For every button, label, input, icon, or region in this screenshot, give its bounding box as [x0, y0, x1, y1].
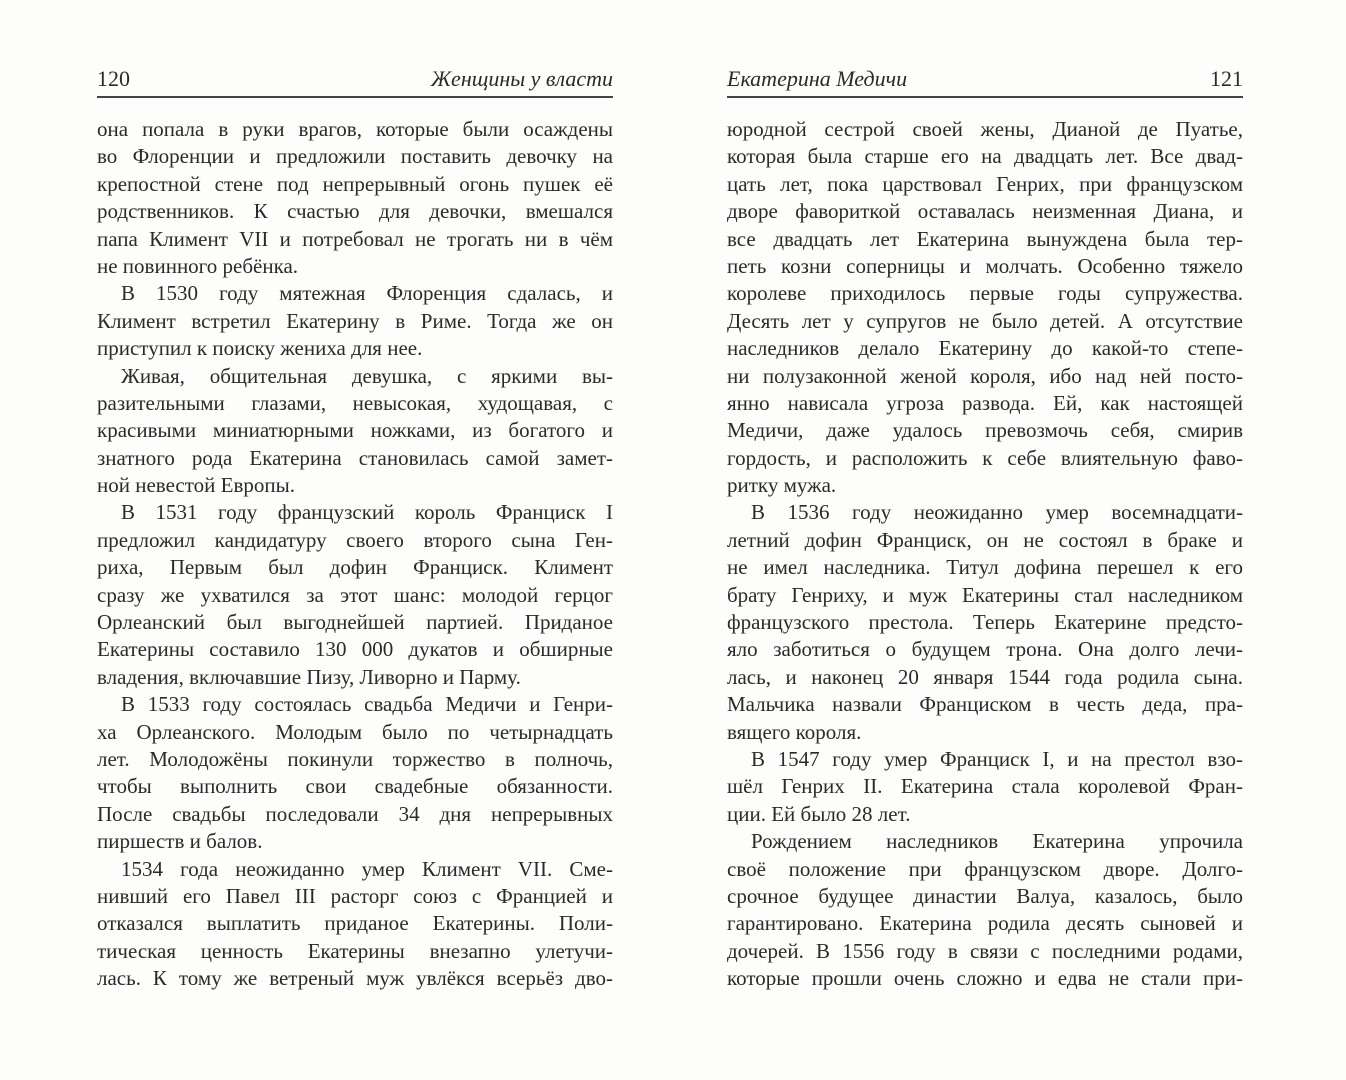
text-line: Десять лет у супругов не было детей. А отсутствие	[727, 308, 1243, 333]
text-line: 1534 года неожиданно умер Климент VII. Сме-	[121, 856, 613, 881]
text-line: дочерей. В 1556 году в связи с последними родами,	[727, 938, 1243, 963]
text-line: сразу же ухватился за этот шанс: молодой герцог	[97, 582, 613, 607]
text-line: красивыми миниатюрными ножками, из богатого и	[97, 418, 613, 443]
text-line: лась, и наконец 20 января 1544 года родила сына.	[727, 664, 1243, 689]
text-line: ни полузаконной женой короля, ибо над ней посто-	[727, 363, 1243, 388]
text-line: не имел наследника. Титул дофина перешел к его	[727, 555, 1243, 580]
text-line: знатного рода Екатерина становилась самой замет-	[97, 445, 613, 470]
text-line: лась. К тому же ветреный муж увлёкся всерьёз дво-	[97, 966, 613, 991]
text-line: лет. Молодожёны покинули торжество в полночь,	[97, 746, 613, 771]
text-line: Екатерины составило 130 000 дукатов и обширные	[97, 637, 613, 662]
text-line: нивший его Павел III расторг союз с Францией и	[97, 883, 613, 908]
text-line: приступил к поиску жениха для нее.	[97, 336, 423, 361]
page-number: 121	[1210, 66, 1243, 91]
text-line: пиршеств и балов.	[97, 829, 263, 854]
text-line: В 1536 году неожиданно умер восемнадцати-	[751, 500, 1243, 525]
text-line: Орлеанский был выгоднейшей партией. Приданое	[97, 610, 613, 635]
text-line: ной невестой Европы.	[97, 473, 295, 498]
text-line: ха Орлеанского. Молодым было по четырнадцать	[97, 719, 613, 744]
text-line: шёл Генрих II. Екатерина стала королевой Фран-	[727, 774, 1243, 799]
text-line: отказался выплатить приданое Екатерины. Поли-	[97, 911, 613, 936]
text-line: наследников делало Екатерину до какой-то степе-	[727, 336, 1243, 361]
right-page	[727, 0, 1243, 1080]
text-line: риха, Первым был дофин Франциск. Климент	[97, 555, 613, 580]
text-line: гарантировано. Екатерина родила десять сыновей и	[727, 911, 1243, 936]
text-line: гордость, и расположить к себе влиятельную фаво-	[727, 445, 1243, 470]
text-line: разительными глазами, невысокая, худощавая, с	[97, 390, 613, 415]
text-line: не повинного ребёнка.	[97, 253, 299, 278]
text-line: В 1531 году французский король Франциск I	[121, 500, 613, 525]
text-line: она попала в руки врагов, которые были осаждены	[97, 117, 613, 141]
text-line: Климент встретил Екатерину в Риме. Тогда же он	[97, 308, 613, 333]
text-line: яло заботиться о будущем трона. Она долго лечи-	[727, 637, 1243, 662]
left-page	[97, 0, 613, 1080]
page-header	[97, 64, 613, 98]
running-title: Женщины у власти	[430, 66, 613, 91]
running-title: Екатерина Медичи	[727, 66, 908, 91]
text-line: петь козни соперницы и молчать. Особенно тяжело	[727, 253, 1243, 278]
text-line: В 1533 году состоялась свадьба Медичи и Генри-	[121, 692, 613, 717]
text-line: французского престола. Теперь Екатерине предсто-	[727, 610, 1243, 635]
text-line: тическая ценность Екатерины внезапно улетучи-	[97, 938, 613, 963]
page-header	[727, 64, 1243, 98]
text-line: которые прошли очень сложно и едва не стали при-	[727, 966, 1243, 991]
text-line: ции. Ей было 28 лет.	[727, 801, 911, 826]
text-line: своё положение при французском дворе. Долго-	[727, 856, 1243, 881]
text-line: чтобы выполнить свои свадебные обязанности.	[97, 774, 613, 799]
text-line: все двадцать лет Екатерина вынуждена была тер-	[727, 226, 1243, 251]
text-line: срочное будущее династии Валуа, казалось, было	[727, 883, 1243, 908]
text-line: Мальчика назвали Франциском в честь деда, пра-	[727, 692, 1243, 717]
text-line: вящего короля.	[727, 719, 862, 744]
text-line: предложил кандидатуру своего второго сына Ген-	[97, 527, 613, 552]
text-line: цать лет, пока царствовал Генрих, при французском	[727, 171, 1243, 196]
text-line: юродной сестрой своей жены, Дианой де Пуатье,	[727, 117, 1243, 141]
page-body	[97, 116, 613, 993]
text-line: папа Климент VII и потребовал не трогать ни в чём	[97, 226, 613, 251]
text-line: Живая, общительная девушка, с яркими вы-	[121, 363, 613, 388]
text-line: дворе фавориткой оставалась неизменная Диана, и	[727, 199, 1243, 224]
text-line: ритку мужа.	[727, 473, 837, 498]
text-line: которая была старше его на двадцать лет. Все двад-	[727, 144, 1243, 169]
page-number: 120	[97, 66, 130, 91]
text-line: Рождением наследников Екатерина упрочила	[751, 829, 1243, 854]
text-line: крепостной стене под непрерывный огонь пушек её	[97, 171, 613, 196]
page-body	[727, 116, 1243, 993]
text-line: родственников. К счастью для девочки, вмешался	[97, 199, 613, 224]
text-line: В 1530 году мятежная Флоренция сдалась, и	[121, 281, 613, 306]
text-line: После свадьбы последовали 34 дня непрерывных	[97, 801, 613, 826]
text-line: В 1547 году умер Франциск I, и на престол взо-	[751, 746, 1243, 771]
text-line: летний дофин Франциск, он не состоял в браке и	[727, 527, 1243, 552]
text-line: во Флоренции и предложили поставить девочку на	[97, 144, 613, 169]
text-line: Медичи, даже удалось превозмочь себя, смирив	[727, 418, 1243, 443]
text-line: янно нависала угроза развода. Ей, как настоящей	[727, 390, 1243, 415]
text-line: королеве приходилось первые годы супружества.	[727, 281, 1243, 306]
text-line: брату Генриху, и муж Екатерины стал наследником	[727, 582, 1243, 607]
text-line: владения, включавшие Пизу, Ливорно и Парму.	[97, 664, 521, 689]
